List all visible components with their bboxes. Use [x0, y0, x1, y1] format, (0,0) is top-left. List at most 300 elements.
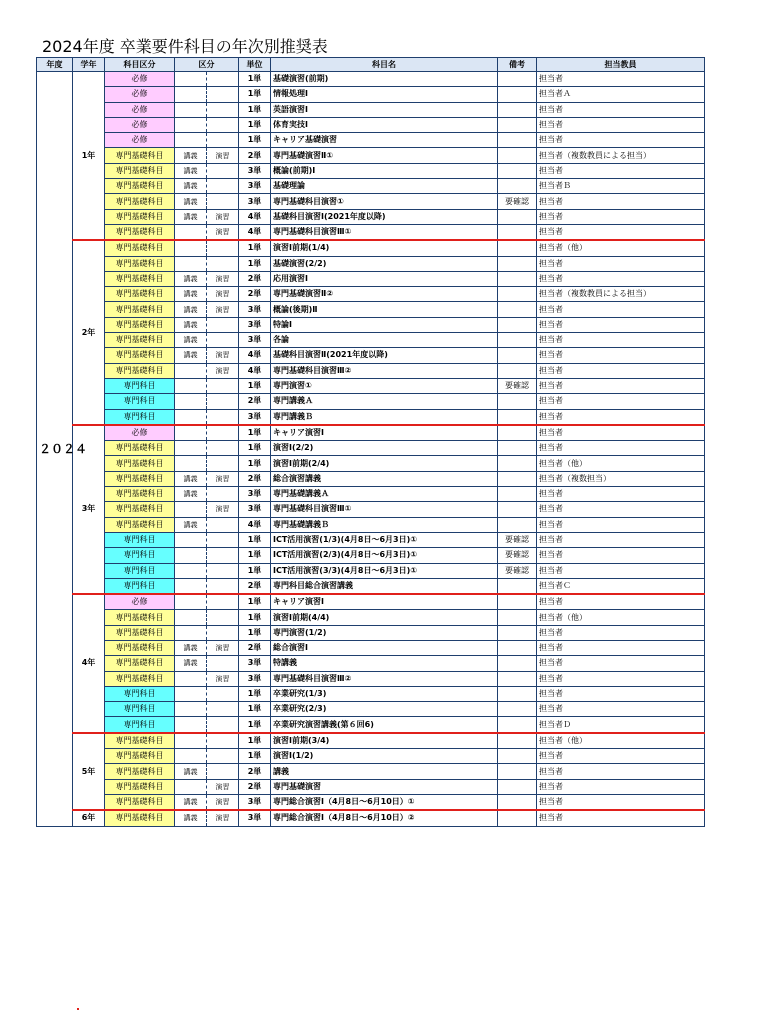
- units-cell: 3単: [239, 487, 271, 502]
- units-cell: 2単: [239, 148, 271, 163]
- course-name-cell: 講義: [271, 764, 498, 779]
- category-cell: 専門基礎科目: [105, 517, 175, 532]
- table-row: [37, 378, 705, 393]
- course-name-cell: 卒業研究(2/3): [271, 702, 498, 717]
- table-header-row: [37, 58, 705, 72]
- course-name-cell: 演習Ⅰ前期(2/4): [271, 456, 498, 471]
- header-units: 単位: [239, 58, 271, 72]
- type-lecture-cell: [175, 702, 207, 717]
- teacher-cell: 担当者（複数担当）: [537, 471, 705, 486]
- type-practice-cell: [207, 378, 239, 393]
- course-name-cell: 演習Ⅰ前期(4/4): [271, 610, 498, 625]
- header-note: 備考: [498, 58, 537, 72]
- category-cell: 専門基礎科目: [105, 441, 175, 456]
- grade-cell: 1年: [73, 72, 105, 241]
- category-cell: 専門科目: [105, 532, 175, 547]
- table-row: [37, 425, 705, 441]
- type-practice-cell: 演習: [207, 148, 239, 163]
- category-cell: 専門基礎科目: [105, 640, 175, 655]
- type-practice-cell: [207, 394, 239, 409]
- page-title: 2024年度 卒業要件科目の年次別推奨表: [42, 37, 328, 56]
- type-lecture-cell: [175, 594, 207, 610]
- teacher-cell: 担当者: [537, 102, 705, 117]
- category-cell: 専門基礎科目: [105, 194, 175, 209]
- type-lecture-cell: [175, 378, 207, 393]
- year-cell: ２０２４: [37, 72, 73, 827]
- teacher-cell: 担当者: [537, 441, 705, 456]
- category-cell: 必修: [105, 133, 175, 148]
- table-row: [37, 532, 705, 547]
- category-cell: 専門基礎科目: [105, 779, 175, 794]
- units-cell: 2単: [239, 578, 271, 594]
- note-cell: [498, 179, 537, 194]
- type-lecture-cell: [175, 733, 207, 749]
- note-cell: [498, 625, 537, 640]
- course-name-cell: 基礎演習(2/2): [271, 256, 498, 271]
- table-row: [37, 686, 705, 701]
- category-cell: 専門科目: [105, 548, 175, 563]
- type-lecture-cell: [175, 686, 207, 701]
- units-cell: 3単: [239, 671, 271, 686]
- category-cell: 専門基礎科目: [105, 487, 175, 502]
- teacher-cell: 担当者: [537, 671, 705, 686]
- type-practice-cell: [207, 686, 239, 701]
- type-lecture-cell: 講義: [175, 194, 207, 209]
- table-row: [37, 317, 705, 332]
- table-row: [37, 394, 705, 409]
- type-lecture-cell: [175, 117, 207, 132]
- type-practice-cell: [207, 240, 239, 256]
- teacher-cell: 担当者: [537, 72, 705, 87]
- table-row: [37, 194, 705, 209]
- course-name-cell: 各論: [271, 333, 498, 348]
- category-cell: 専門基礎科目: [105, 794, 175, 810]
- type-practice-cell: 演習: [207, 302, 239, 317]
- teacher-cell: 担当者: [537, 594, 705, 610]
- course-name-cell: 概論(前期)Ⅰ: [271, 163, 498, 178]
- units-cell: 3単: [239, 810, 271, 826]
- category-cell: 専門科目: [105, 702, 175, 717]
- note-cell: [498, 794, 537, 810]
- note-cell: [498, 302, 537, 317]
- course-name-cell: ICT活用演習(1/3)(4月8日～6月3日)①: [271, 532, 498, 547]
- type-lecture-cell: 講義: [175, 302, 207, 317]
- type-lecture-cell: [175, 502, 207, 517]
- table-row: [37, 640, 705, 655]
- units-cell: 1単: [239, 548, 271, 563]
- note-cell: [498, 117, 537, 132]
- teacher-cell: 担当者: [537, 532, 705, 547]
- units-cell: 3単: [239, 794, 271, 810]
- type-practice-cell: [207, 578, 239, 594]
- course-name-cell: 専門基礎講義Ｂ: [271, 517, 498, 532]
- type-practice-cell: [207, 749, 239, 764]
- table-row: [37, 810, 705, 826]
- type-lecture-cell: [175, 625, 207, 640]
- teacher-cell: 担当者: [537, 640, 705, 655]
- type-lecture-cell: 講義: [175, 471, 207, 486]
- type-lecture-cell: [175, 87, 207, 102]
- type-lecture-cell: [175, 363, 207, 378]
- type-practice-cell: [207, 409, 239, 425]
- course-name-cell: 専門科目総合演習講義: [271, 578, 498, 594]
- category-cell: 専門基礎科目: [105, 656, 175, 671]
- grade-cell: 2年: [73, 240, 105, 425]
- category-cell: 専門基礎科目: [105, 224, 175, 240]
- type-practice-cell: [207, 117, 239, 132]
- type-lecture-cell: [175, 610, 207, 625]
- teacher-cell: 担当者Ａ: [537, 87, 705, 102]
- note-cell: [498, 333, 537, 348]
- category-cell: 専門科目: [105, 394, 175, 409]
- category-cell: 専門科目: [105, 563, 175, 578]
- table-row: [37, 72, 705, 87]
- teacher-cell: 担当者Ｃ: [537, 578, 705, 594]
- table-row: [37, 117, 705, 132]
- units-cell: 1単: [239, 717, 271, 733]
- note-cell: [498, 256, 537, 271]
- category-cell: 専門基礎科目: [105, 502, 175, 517]
- table-row: [37, 517, 705, 532]
- teacher-cell: 担当者: [537, 502, 705, 517]
- units-cell: 2単: [239, 271, 271, 286]
- note-cell: 要確認: [498, 378, 537, 393]
- table-row: [37, 717, 705, 733]
- teacher-cell: 担当者: [537, 517, 705, 532]
- course-name-cell: 英語演習Ⅰ: [271, 102, 498, 117]
- category-cell: 専門基礎科目: [105, 749, 175, 764]
- teacher-cell: 担当者: [537, 333, 705, 348]
- teacher-cell: 担当者: [537, 224, 705, 240]
- header-category: 科目区分: [105, 58, 175, 72]
- type-lecture-cell: [175, 671, 207, 686]
- teacher-cell: 担当者（複数教員による担当）: [537, 148, 705, 163]
- units-cell: 1単: [239, 425, 271, 441]
- note-cell: [498, 779, 537, 794]
- category-cell: 専門科目: [105, 717, 175, 733]
- teacher-cell: 担当者（他）: [537, 240, 705, 256]
- type-lecture-cell: [175, 563, 207, 578]
- note-cell: [498, 749, 537, 764]
- type-practice-cell: [207, 702, 239, 717]
- category-cell: 専門基礎科目: [105, 302, 175, 317]
- note-cell: 要確認: [498, 548, 537, 563]
- teacher-cell: 担当者Ｄ: [537, 717, 705, 733]
- units-cell: 4単: [239, 224, 271, 240]
- note-cell: [498, 317, 537, 332]
- teacher-cell: 担当者（複数教員による担当）: [537, 287, 705, 302]
- category-cell: 必修: [105, 594, 175, 610]
- note-cell: [498, 764, 537, 779]
- category-cell: 専門基礎科目: [105, 764, 175, 779]
- units-cell: 1単: [239, 102, 271, 117]
- table-row: [37, 733, 705, 749]
- units-cell: 3単: [239, 179, 271, 194]
- type-practice-cell: [207, 532, 239, 547]
- category-cell: 専門基礎科目: [105, 610, 175, 625]
- note-cell: [498, 610, 537, 625]
- schedule-table: [36, 57, 705, 827]
- units-cell: 2単: [239, 640, 271, 655]
- category-cell: 専門基礎科目: [105, 179, 175, 194]
- type-lecture-cell: [175, 425, 207, 441]
- units-cell: 1単: [239, 133, 271, 148]
- type-lecture-cell: 講義: [175, 517, 207, 532]
- table-row: [37, 471, 705, 486]
- category-cell: 専門基礎科目: [105, 148, 175, 163]
- teacher-cell: 担当者（他）: [537, 610, 705, 625]
- type-lecture-cell: 講義: [175, 348, 207, 363]
- teacher-cell: 担当者（他）: [537, 456, 705, 471]
- table-row: [37, 487, 705, 502]
- type-lecture-cell: [175, 779, 207, 794]
- units-cell: 3単: [239, 502, 271, 517]
- table-row: [37, 240, 705, 256]
- course-name-cell: 専門演習①: [271, 378, 498, 393]
- teacher-cell: 担当者: [537, 302, 705, 317]
- category-cell: 専門基礎科目: [105, 209, 175, 224]
- note-cell: [498, 487, 537, 502]
- type-practice-cell: [207, 102, 239, 117]
- note-cell: [498, 287, 537, 302]
- type-practice-cell: [207, 256, 239, 271]
- type-lecture-cell: 講義: [175, 317, 207, 332]
- type-practice-cell: [207, 610, 239, 625]
- type-practice-cell: [207, 764, 239, 779]
- units-cell: 1単: [239, 563, 271, 578]
- teacher-cell: 担当者: [537, 317, 705, 332]
- teacher-cell: 担当者: [537, 548, 705, 563]
- note-cell: [498, 240, 537, 256]
- header-teacher: 担当教員: [537, 58, 705, 72]
- type-practice-cell: 演習: [207, 287, 239, 302]
- category-cell: 専門基礎科目: [105, 456, 175, 471]
- units-cell: 1単: [239, 117, 271, 132]
- units-cell: 1単: [239, 733, 271, 749]
- course-name-cell: 専門基礎科目演習Ⅲ①: [271, 224, 498, 240]
- units-cell: 4単: [239, 517, 271, 532]
- teacher-cell: 担当者: [537, 764, 705, 779]
- course-name-cell: 概論(後期)Ⅱ: [271, 302, 498, 317]
- type-practice-cell: [207, 594, 239, 610]
- course-name-cell: 基礎科目演習Ⅰ(2021年度以降): [271, 209, 498, 224]
- table-row: [37, 348, 705, 363]
- table-row: [37, 224, 705, 240]
- teacher-cell: 担当者: [537, 425, 705, 441]
- note-cell: [498, 671, 537, 686]
- course-name-cell: 情報処理Ⅰ: [271, 87, 498, 102]
- type-practice-cell: 演習: [207, 779, 239, 794]
- note-cell: [498, 640, 537, 655]
- type-practice-cell: [207, 733, 239, 749]
- category-cell: 専門科目: [105, 378, 175, 393]
- table-row: [37, 133, 705, 148]
- course-name-cell: 専門総合演習Ⅰ（4月8日～6月10日）②: [271, 810, 498, 826]
- units-cell: 1単: [239, 256, 271, 271]
- course-name-cell: 総合演習Ⅰ: [271, 640, 498, 655]
- table-row: [37, 287, 705, 302]
- note-cell: [498, 72, 537, 87]
- course-name-cell: 体育実技Ⅰ: [271, 117, 498, 132]
- course-name-cell: 基礎科目演習Ⅱ(2021年度以降): [271, 348, 498, 363]
- note-cell: 要確認: [498, 532, 537, 547]
- note-cell: 要確認: [498, 194, 537, 209]
- course-name-cell: 専門基礎科目演習①: [271, 194, 498, 209]
- category-cell: 必修: [105, 117, 175, 132]
- table-row: [37, 794, 705, 810]
- note-cell: [498, 394, 537, 409]
- note-cell: [498, 209, 537, 224]
- table-row: [37, 179, 705, 194]
- type-practice-cell: [207, 548, 239, 563]
- course-name-cell: 特論Ⅰ: [271, 317, 498, 332]
- type-practice-cell: 演習: [207, 271, 239, 286]
- table-row: [37, 302, 705, 317]
- header-year: 年度: [37, 58, 73, 72]
- category-cell: 専門基礎科目: [105, 240, 175, 256]
- category-cell: 専門基礎科目: [105, 348, 175, 363]
- note-cell: [498, 163, 537, 178]
- type-practice-cell: [207, 72, 239, 87]
- units-cell: 3単: [239, 163, 271, 178]
- type-practice-cell: 演習: [207, 363, 239, 378]
- units-cell: 1単: [239, 702, 271, 717]
- course-name-cell: 卒業研究演習講義(第６回6): [271, 717, 498, 733]
- type-lecture-cell: 講義: [175, 764, 207, 779]
- table-row: [37, 548, 705, 563]
- note-cell: [498, 271, 537, 286]
- teacher-cell: 担当者（他）: [537, 733, 705, 749]
- course-name-cell: 専門講義Ｂ: [271, 409, 498, 425]
- course-name-cell: キャリア基礎演習: [271, 133, 498, 148]
- units-cell: 1単: [239, 625, 271, 640]
- table-row: [37, 749, 705, 764]
- teacher-cell: 担当者: [537, 209, 705, 224]
- type-lecture-cell: 講義: [175, 163, 207, 178]
- table-row: [37, 578, 705, 594]
- course-name-cell: 専門基礎演習Ⅱ①: [271, 148, 498, 163]
- teacher-cell: 担当者: [537, 409, 705, 425]
- units-cell: 1単: [239, 72, 271, 87]
- units-cell: 1単: [239, 87, 271, 102]
- type-practice-cell: [207, 133, 239, 148]
- type-practice-cell: [207, 163, 239, 178]
- table-body: [37, 72, 705, 827]
- units-cell: 1単: [239, 378, 271, 393]
- category-cell: 専門基礎科目: [105, 287, 175, 302]
- teacher-cell: 担当者: [537, 394, 705, 409]
- type-practice-cell: [207, 517, 239, 532]
- header-grade: 学年: [73, 58, 105, 72]
- units-cell: 1単: [239, 749, 271, 764]
- type-lecture-cell: [175, 72, 207, 87]
- header-type: 区分: [175, 58, 239, 72]
- note-cell: [498, 686, 537, 701]
- teacher-cell: 担当者: [537, 749, 705, 764]
- type-lecture-cell: [175, 394, 207, 409]
- type-lecture-cell: [175, 548, 207, 563]
- type-lecture-cell: 講義: [175, 179, 207, 194]
- teacher-cell: 担当者: [537, 794, 705, 810]
- units-cell: 1単: [239, 456, 271, 471]
- units-cell: 3単: [239, 656, 271, 671]
- note-cell: [498, 733, 537, 749]
- grade-cell: 4年: [73, 594, 105, 733]
- units-cell: 1単: [239, 240, 271, 256]
- note-cell: [498, 133, 537, 148]
- type-practice-cell: [207, 194, 239, 209]
- type-practice-cell: [207, 717, 239, 733]
- course-name-cell: 特講義: [271, 656, 498, 671]
- teacher-cell: 担当者: [537, 348, 705, 363]
- type-lecture-cell: 講義: [175, 287, 207, 302]
- units-cell: 3単: [239, 317, 271, 332]
- category-cell: 専門基礎科目: [105, 733, 175, 749]
- course-name-cell: 卒業研究(1/3): [271, 686, 498, 701]
- note-cell: [498, 363, 537, 378]
- teacher-cell: 担当者: [537, 133, 705, 148]
- table-row: [37, 163, 705, 178]
- units-cell: 2単: [239, 394, 271, 409]
- type-lecture-cell: [175, 456, 207, 471]
- note-cell: [498, 656, 537, 671]
- table-row: [37, 456, 705, 471]
- type-lecture-cell: 講義: [175, 640, 207, 655]
- course-name-cell: 専門基礎科目演習Ⅲ②: [271, 671, 498, 686]
- type-lecture-cell: 講義: [175, 271, 207, 286]
- units-cell: 3単: [239, 194, 271, 209]
- table-row: [37, 333, 705, 348]
- units-cell: 2単: [239, 764, 271, 779]
- course-name-cell: 専門基礎演習: [271, 779, 498, 794]
- type-practice-cell: [207, 563, 239, 578]
- type-practice-cell: [207, 456, 239, 471]
- type-lecture-cell: 講義: [175, 333, 207, 348]
- units-cell: 2単: [239, 471, 271, 486]
- teacher-cell: 担当者: [537, 625, 705, 640]
- type-practice-cell: [207, 487, 239, 502]
- units-cell: 2単: [239, 779, 271, 794]
- note-cell: [498, 471, 537, 486]
- note-cell: [498, 578, 537, 594]
- category-cell: 専門科目: [105, 578, 175, 594]
- category-cell: 専門基礎科目: [105, 810, 175, 826]
- note-cell: [498, 425, 537, 441]
- type-practice-cell: 演習: [207, 640, 239, 655]
- table-row: [37, 610, 705, 625]
- stray-mark: [77, 1008, 79, 1010]
- note-cell: [498, 517, 537, 532]
- note-cell: [498, 702, 537, 717]
- table-row: [37, 563, 705, 578]
- units-cell: 3単: [239, 333, 271, 348]
- table-row: [37, 779, 705, 794]
- course-name-cell: 演習Ⅰ前期(3/4): [271, 733, 498, 749]
- header-course-name: 科目名: [271, 58, 498, 72]
- category-cell: 専門基礎科目: [105, 271, 175, 286]
- grade-cell: 6年: [73, 810, 105, 826]
- course-name-cell: 基礎理論: [271, 179, 498, 194]
- note-cell: [498, 810, 537, 826]
- note-cell: 要確認: [498, 563, 537, 578]
- table-row: [37, 209, 705, 224]
- type-practice-cell: [207, 317, 239, 332]
- teacher-cell: 担当者: [537, 779, 705, 794]
- course-name-cell: 専門演習(1/2): [271, 625, 498, 640]
- teacher-cell: 担当者Ｂ: [537, 179, 705, 194]
- note-cell: [498, 102, 537, 117]
- note-cell: [498, 441, 537, 456]
